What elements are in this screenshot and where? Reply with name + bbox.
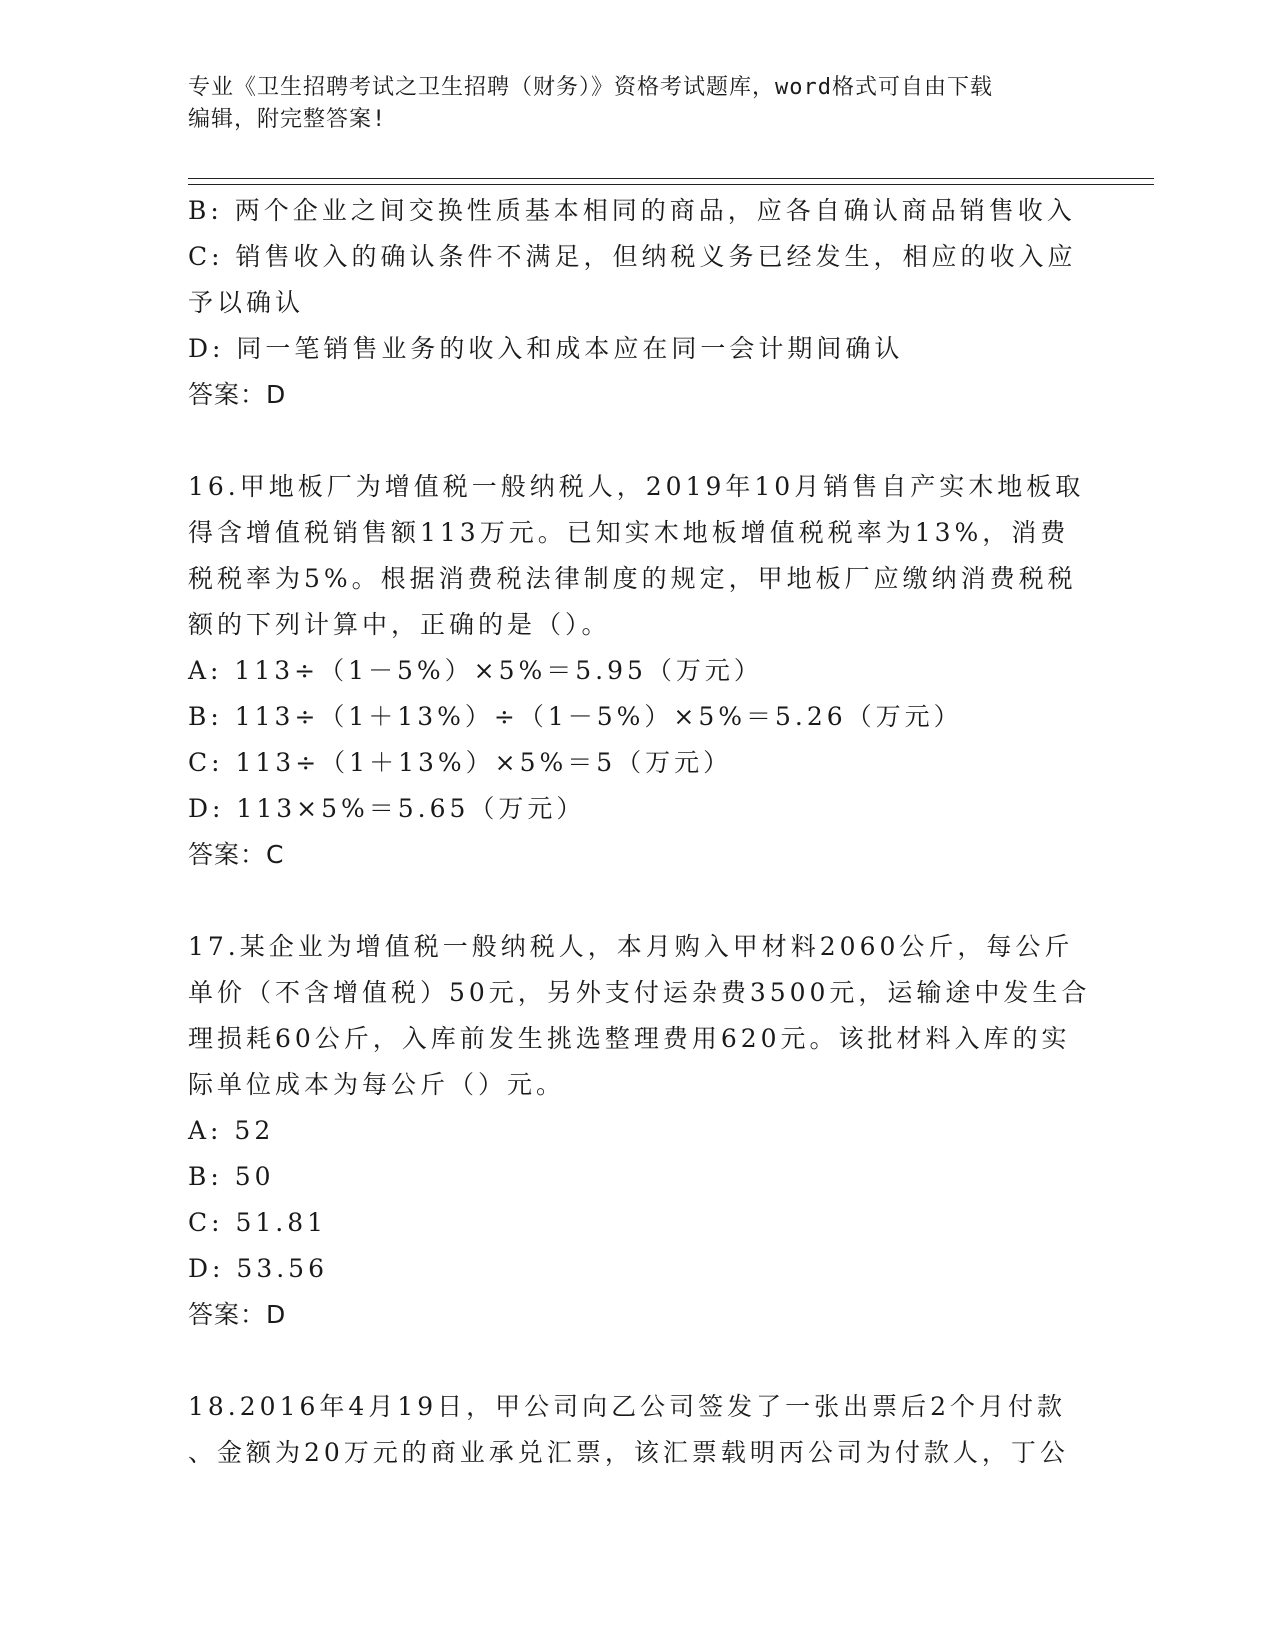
option-c: C: 51.81: [188, 1208, 328, 1237]
answer: 答案：D: [188, 380, 287, 409]
previous-question: [188, 188, 1088, 418]
question-stem: 税税率为5%。根据消费税法律制度的规定，甲地板厂应缴纳消费税税: [188, 564, 1077, 593]
question-stem: 17.某企业为增值税一般纳税人，本月购入甲材料2060公斤，每公斤: [188, 932, 1074, 961]
option-b: B: 113÷（1＋13%）÷（1－5%）×5%＝5.26（万元）: [188, 702, 963, 731]
document-body: [188, 188, 1091, 1476]
answer: 答案：C: [188, 840, 285, 869]
option-a: A: 52: [188, 1116, 275, 1145]
header-rule-top: [188, 178, 1154, 179]
option-d: D: 113×5%＝5.65（万元）: [188, 794, 586, 823]
header-line-2: 编辑，附完整答案!: [188, 107, 387, 132]
option-c: C: 销售收入的确认条件不满足，但纳税义务已经发生，相应的收入应: [188, 242, 1077, 271]
question-stem: 得含增值税销售额113万元。已知实木地板增值税税率为13%，消费: [188, 518, 1070, 547]
option-d: D: 53.56: [188, 1254, 328, 1283]
question-17: [188, 924, 1091, 1338]
question-stem: 18.2016年4月19日，甲公司向乙公司签发了一张出票后2个月付款: [188, 1392, 1067, 1421]
option-c: C: 113÷（1＋13%）×5%＝5（万元）: [188, 748, 733, 777]
question-18: [188, 1384, 1088, 1476]
document-header: [188, 72, 1088, 136]
header-rule-bottom: [188, 184, 1154, 185]
header-line-1: 专业《卫生招聘考试之卫生招聘（财务）》资格考试题库，word格式可自由下载: [188, 75, 993, 100]
question-gap: [188, 878, 1088, 924]
question-stem: 际单位成本为每公斤（）元。: [188, 1070, 566, 1099]
question-stem: 、金额为20万元的商业承兑汇票，该汇票载明丙公司为付款人，丁公: [188, 1438, 1069, 1467]
option-b: B: 两个企业之间交换性质基本相同的商品，应各自确认商品销售收入: [188, 196, 1076, 225]
option-d: D: 同一笔销售业务的收入和成本应在同一会计期间确认: [188, 334, 904, 363]
option-a: A: 113÷（1－5%）×5%＝5.95（万元）: [188, 656, 763, 685]
question-16: [188, 464, 1088, 878]
option-c-continued: 予以确认: [188, 288, 305, 317]
question-stem: 理损耗60公斤，入库前发生挑选整理费用620元。该批材料入库的实: [188, 1024, 1071, 1053]
question-stem: 单价（不含增值税）50元，另外支付运杂费3500元，运输途中发生合: [188, 978, 1091, 1007]
option-b: B: 50: [188, 1162, 275, 1191]
question-stem: 16.甲地板厂为增值税一般纳税人，2019年10月销售自产实木地板取: [188, 472, 1085, 501]
question-gap: [188, 1338, 1088, 1384]
question-gap: [188, 418, 1088, 464]
answer: 答案：D: [188, 1300, 287, 1329]
question-stem: 额的下列计算中，正确的是（）。: [188, 610, 611, 639]
